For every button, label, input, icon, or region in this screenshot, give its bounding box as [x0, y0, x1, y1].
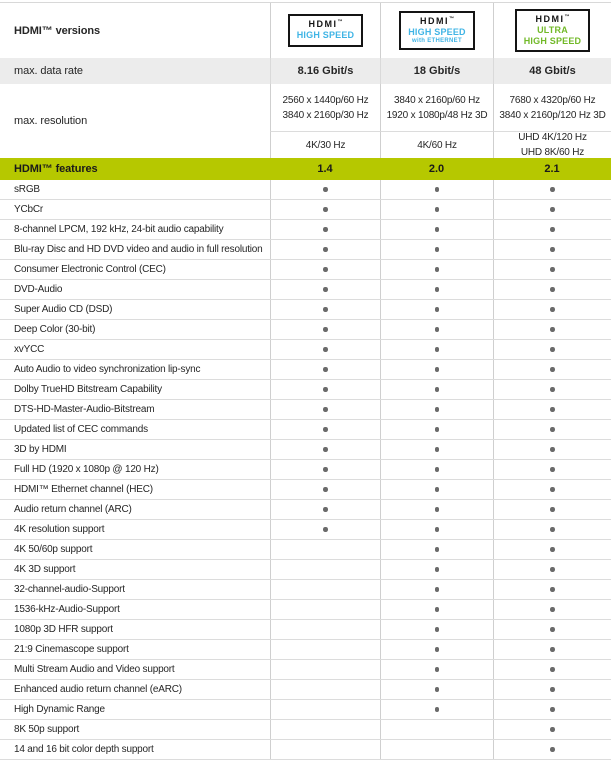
- feature-support-cell: [493, 520, 611, 539]
- feature-support-cell: [493, 680, 611, 699]
- feature-support-cell: [270, 460, 380, 479]
- resolution-refresh-value: 4K/30 Hz: [270, 131, 380, 158]
- trademark-mark: ™: [564, 13, 570, 20]
- feature-support-cell: [380, 740, 493, 759]
- feature-label: 8K 50p support: [14, 724, 80, 735]
- hdmi-badge-ultra-high-speed: [493, 3, 611, 58]
- support-dot: [550, 467, 555, 472]
- feature-row: [0, 740, 611, 760]
- support-dot: [550, 267, 555, 272]
- feature-support-cell: [270, 340, 380, 359]
- feature-support-cell: [270, 260, 380, 279]
- feature-support-cell: [380, 280, 493, 299]
- feature-support-cell: [270, 560, 380, 579]
- support-dot: [435, 667, 440, 672]
- support-dot: [550, 187, 555, 192]
- support-dot: [435, 467, 440, 472]
- support-dot: [435, 487, 440, 492]
- feature-support-cell: [270, 540, 380, 559]
- support-dot: [550, 347, 555, 352]
- hdmi-badge-high-speed-ethernet: [380, 3, 493, 58]
- feature-label: sRGB: [14, 184, 40, 195]
- support-dot: [435, 387, 440, 392]
- feature-support-cell: [380, 360, 493, 379]
- feature-row: [0, 660, 611, 680]
- version-number: 2.0: [428, 163, 445, 175]
- feature-support-cell: [380, 540, 493, 559]
- support-dot: [435, 587, 440, 592]
- feature-support-cell: [270, 720, 380, 739]
- support-dot: [435, 307, 440, 312]
- feature-label: 21:9 Cinemascope support: [14, 644, 129, 655]
- feature-support-cell: [270, 660, 380, 679]
- support-dot: [435, 547, 440, 552]
- feature-support-cell: [270, 380, 380, 399]
- feature-support-cell: [493, 400, 611, 419]
- hdmi-high-speed-ethernet-logo-badge: [399, 11, 475, 50]
- support-dot: [323, 327, 328, 332]
- feature-support-cell: [493, 260, 611, 279]
- feature-support-cell: [493, 420, 611, 439]
- hdmi-ultra-high-speed-logo-badge: [515, 9, 591, 52]
- feature-support-cell: [493, 480, 611, 499]
- support-dot: [435, 647, 440, 652]
- feature-row: [0, 380, 611, 400]
- feature-row: [0, 200, 611, 220]
- feature-label: Enhanced audio return channel (eARC): [14, 684, 182, 695]
- support-dot: [550, 427, 555, 432]
- hdmi-logo-text: HDMI™: [535, 13, 570, 24]
- feature-support-cell: [380, 580, 493, 599]
- feature-support-cell: [493, 320, 611, 339]
- feature-support-cell: [270, 220, 380, 239]
- feature-row: [0, 460, 611, 480]
- feature-support-cell: [380, 600, 493, 619]
- feature-support-cell: [380, 480, 493, 499]
- feature-support-cell: [380, 380, 493, 399]
- support-dot: [550, 547, 555, 552]
- versions-row: [0, 3, 611, 58]
- resolution-refresh-value: UHD 4K/120 Hz UHD 8K/60 Hz: [493, 131, 611, 158]
- feature-support-cell: [270, 580, 380, 599]
- feature-support-cell: [493, 380, 611, 399]
- feature-label: Full HD (1920 x 1080p @ 120 Hz): [14, 464, 159, 475]
- feature-label: 8-channel LPCM, 192 kHz, 24-bit audio capability: [14, 224, 224, 235]
- feature-label: DTS-HD-Master-Audio-Bitstream: [14, 404, 155, 415]
- support-dot: [435, 287, 440, 292]
- support-dot: [323, 407, 328, 412]
- feature-support-cell: [493, 300, 611, 319]
- feature-support-cell: [380, 520, 493, 539]
- feature-support-cell: [493, 240, 611, 259]
- feature-label: 1536-kHz-Audio-Support: [14, 604, 120, 615]
- feature-row: [0, 300, 611, 320]
- feature-support-cell: [493, 540, 611, 559]
- feature-label: Dolby TrueHD Bitstream Capability: [14, 384, 162, 395]
- feature-support-cell: [270, 480, 380, 499]
- feature-row: [0, 520, 611, 540]
- support-dot: [550, 647, 555, 652]
- feature-support-cell: [493, 280, 611, 299]
- support-dot: [550, 387, 555, 392]
- feature-support-cell: [270, 300, 380, 319]
- feature-support-cell: [380, 560, 493, 579]
- support-dot: [435, 627, 440, 632]
- badge-ultra-label: ULTRA: [537, 24, 568, 35]
- feature-row: [0, 320, 611, 340]
- feature-support-cell: [493, 180, 611, 199]
- feature-label: Blu-ray Disc and HD DVD video and audio in full resolution: [14, 244, 263, 255]
- feature-support-cell: [493, 200, 611, 219]
- feature-support-cell: [493, 620, 611, 639]
- feature-support-cell: [380, 640, 493, 659]
- feature-support-cell: [380, 320, 493, 339]
- badge-speed-label: HIGH SPEED: [408, 26, 466, 37]
- support-dot: [435, 607, 440, 612]
- feature-support-cell: [380, 220, 493, 239]
- support-dot: [435, 447, 440, 452]
- data-rate-label: max. data rate: [14, 65, 83, 77]
- feature-support-cell: [380, 460, 493, 479]
- feature-support-cell: [270, 360, 380, 379]
- support-dot: [435, 527, 440, 532]
- feature-label: Super Audio CD (DSD): [14, 304, 113, 315]
- support-dot: [550, 447, 555, 452]
- support-dot: [550, 707, 555, 712]
- feature-support-cell: [380, 660, 493, 679]
- feature-support-cell: [380, 720, 493, 739]
- support-dot: [323, 267, 328, 272]
- feature-support-cell: [493, 440, 611, 459]
- support-dot: [550, 507, 555, 512]
- feature-row: [0, 500, 611, 520]
- support-dot: [435, 407, 440, 412]
- feature-support-cell: [380, 260, 493, 279]
- feature-support-cell: [380, 180, 493, 199]
- support-dot: [435, 687, 440, 692]
- support-dot: [435, 267, 440, 272]
- support-dot: [435, 327, 440, 332]
- feature-support-cell: [270, 740, 380, 759]
- feature-label: Consumer Electronic Control (CEC): [14, 264, 166, 275]
- feature-support-cell: [493, 360, 611, 379]
- badge-speed-label: HIGH SPEED: [523, 35, 582, 46]
- support-dot: [550, 487, 555, 492]
- feature-support-cell: [380, 700, 493, 719]
- feature-row: [0, 260, 611, 280]
- version-number: 1.4: [317, 163, 333, 175]
- support-dot: [550, 327, 555, 332]
- hdmi-logo-text: HDMI™: [419, 15, 454, 26]
- data-rate-value: 48 Gbit/s: [493, 58, 611, 84]
- feature-support-cell: [270, 500, 380, 519]
- support-dot: [323, 507, 328, 512]
- badge-ethernet-label: with ETHERNET: [412, 37, 462, 44]
- feature-support-cell: [380, 200, 493, 219]
- feature-label: 1080p 3D HFR support: [14, 624, 113, 635]
- support-dot: [550, 247, 555, 252]
- support-dot: [323, 527, 328, 532]
- support-dot: [323, 367, 328, 372]
- resolution-refresh-value: 4K/60 Hz: [380, 131, 493, 158]
- support-dot: [435, 207, 440, 212]
- feature-support-cell: [380, 680, 493, 699]
- resolution-row: [0, 84, 611, 158]
- hdmi-logo-text: HDMI™: [308, 19, 343, 30]
- support-dot: [435, 707, 440, 712]
- feature-support-cell: [493, 660, 611, 679]
- support-dot: [435, 367, 440, 372]
- resolution-value: 2560 x 1440p/60 Hz 3840 x 2160p/30 Hz: [270, 84, 380, 131]
- support-dot: [550, 627, 555, 632]
- feature-support-cell: [270, 200, 380, 219]
- feature-support-cell: [270, 400, 380, 419]
- data-rate-value: 18 Gbit/s: [380, 58, 493, 84]
- feature-row: [0, 280, 611, 300]
- support-dot: [550, 307, 555, 312]
- support-dot: [550, 607, 555, 612]
- feature-label: Deep Color (30-bit): [14, 324, 96, 335]
- support-dot: [550, 727, 555, 732]
- feature-row: [0, 700, 611, 720]
- features-body: [0, 180, 611, 760]
- feature-support-cell: [380, 500, 493, 519]
- feature-label: 4K 50/60p support: [14, 544, 93, 555]
- feature-support-cell: [270, 520, 380, 539]
- support-dot: [323, 287, 328, 292]
- support-dot: [323, 487, 328, 492]
- support-dot: [550, 527, 555, 532]
- feature-support-cell: [270, 240, 380, 259]
- data-rate-value: 8.16 Gbit/s: [270, 58, 380, 84]
- feature-row: [0, 580, 611, 600]
- resolution-label: max. resolution: [14, 115, 88, 127]
- support-dot: [435, 247, 440, 252]
- feature-row: [0, 620, 611, 640]
- support-dot: [435, 227, 440, 232]
- support-dot: [323, 247, 328, 252]
- feature-support-cell: [493, 640, 611, 659]
- feature-support-cell: [270, 280, 380, 299]
- feature-support-cell: [493, 700, 611, 719]
- feature-support-cell: [270, 600, 380, 619]
- feature-row: [0, 400, 611, 420]
- support-dot: [550, 567, 555, 572]
- data-rate-row: [0, 58, 611, 84]
- support-dot: [323, 307, 328, 312]
- feature-support-cell: [380, 400, 493, 419]
- feature-label: YCbCr: [14, 204, 44, 215]
- support-dot: [323, 467, 328, 472]
- feature-row: [0, 560, 611, 580]
- feature-label: xvYCC: [14, 344, 45, 355]
- feature-support-cell: [270, 640, 380, 659]
- feature-support-cell: [270, 320, 380, 339]
- support-dot: [323, 447, 328, 452]
- versions-label: HDMI™ versions: [14, 24, 101, 37]
- feature-label: 32-channel-audio-Support: [14, 584, 125, 595]
- feature-support-cell: [380, 240, 493, 259]
- feature-support-cell: [380, 620, 493, 639]
- feature-label: HDMI™ Ethernet channel (HEC): [14, 484, 153, 495]
- version-number: 2.1: [544, 163, 560, 175]
- feature-support-cell: [493, 720, 611, 739]
- trademark-mark: ™: [448, 15, 454, 22]
- feature-support-cell: [380, 420, 493, 439]
- feature-support-cell: [270, 680, 380, 699]
- feature-label: 14 and 16 bit color depth support: [14, 744, 154, 755]
- support-dot: [323, 187, 328, 192]
- support-dot: [323, 427, 328, 432]
- feature-label: Auto Audio to video synchronization lip-sync: [14, 364, 201, 375]
- feature-support-cell: [493, 500, 611, 519]
- feature-label: DVD-Audio: [14, 284, 63, 295]
- support-dot: [323, 207, 328, 212]
- feature-row: [0, 240, 611, 260]
- feature-support-cell: [270, 440, 380, 459]
- features-header-row: [0, 158, 611, 180]
- support-dot: [435, 427, 440, 432]
- feature-support-cell: [493, 340, 611, 359]
- feature-row: [0, 480, 611, 500]
- feature-support-cell: [270, 700, 380, 719]
- support-dot: [550, 407, 555, 412]
- support-dot: [550, 687, 555, 692]
- support-dot: [550, 207, 555, 212]
- feature-row: [0, 420, 611, 440]
- support-dot: [550, 667, 555, 672]
- feature-row: [0, 180, 611, 200]
- feature-row: [0, 220, 611, 240]
- support-dot: [435, 347, 440, 352]
- support-dot: [550, 227, 555, 232]
- support-dot: [435, 507, 440, 512]
- feature-support-cell: [493, 740, 611, 759]
- feature-support-cell: [493, 560, 611, 579]
- hdmi-high-speed-logo-badge: [288, 14, 364, 46]
- support-dot: [550, 747, 555, 752]
- feature-row: [0, 600, 611, 620]
- support-dot: [550, 587, 555, 592]
- support-dot: [435, 567, 440, 572]
- feature-label: 3D by HDMI: [14, 444, 67, 455]
- feature-support-cell: [380, 440, 493, 459]
- trademark-mark: ™: [337, 19, 343, 26]
- feature-label: Audio return channel (ARC): [14, 504, 132, 515]
- feature-label: 4K resolution support: [14, 524, 105, 535]
- feature-support-cell: [270, 180, 380, 199]
- feature-row: [0, 540, 611, 560]
- feature-support-cell: [270, 420, 380, 439]
- resolution-value: 7680 x 4320p/60 Hz 3840 x 2160p/120 Hz 3D: [493, 84, 611, 131]
- feature-support-cell: [493, 580, 611, 599]
- resolution-value: 3840 x 2160p/60 Hz 1920 x 1080p/48 Hz 3D: [380, 84, 493, 131]
- feature-row: [0, 440, 611, 460]
- support-dot: [435, 187, 440, 192]
- support-dot: [323, 347, 328, 352]
- feature-row: [0, 640, 611, 660]
- hdmi-badge-high-speed: [270, 3, 380, 58]
- support-dot: [323, 387, 328, 392]
- feature-support-cell: [380, 340, 493, 359]
- feature-row: [0, 720, 611, 740]
- feature-row: [0, 360, 611, 380]
- badge-speed-label: HIGH SPEED: [296, 30, 355, 41]
- feature-row: [0, 340, 611, 360]
- feature-support-cell: [380, 300, 493, 319]
- feature-label: Updated list of CEC commands: [14, 424, 148, 435]
- feature-support-cell: [493, 460, 611, 479]
- feature-row: [0, 680, 611, 700]
- feature-support-cell: [493, 220, 611, 239]
- feature-label: Multi Stream Audio and Video support: [14, 664, 175, 675]
- feature-label: High Dynamic Range: [14, 704, 105, 715]
- support-dot: [323, 227, 328, 232]
- feature-support-cell: [270, 620, 380, 639]
- support-dot: [550, 367, 555, 372]
- feature-support-cell: [493, 600, 611, 619]
- feature-label: 4K 3D support: [14, 564, 76, 575]
- features-header-label: HDMI™ features: [14, 163, 98, 175]
- support-dot: [550, 287, 555, 292]
